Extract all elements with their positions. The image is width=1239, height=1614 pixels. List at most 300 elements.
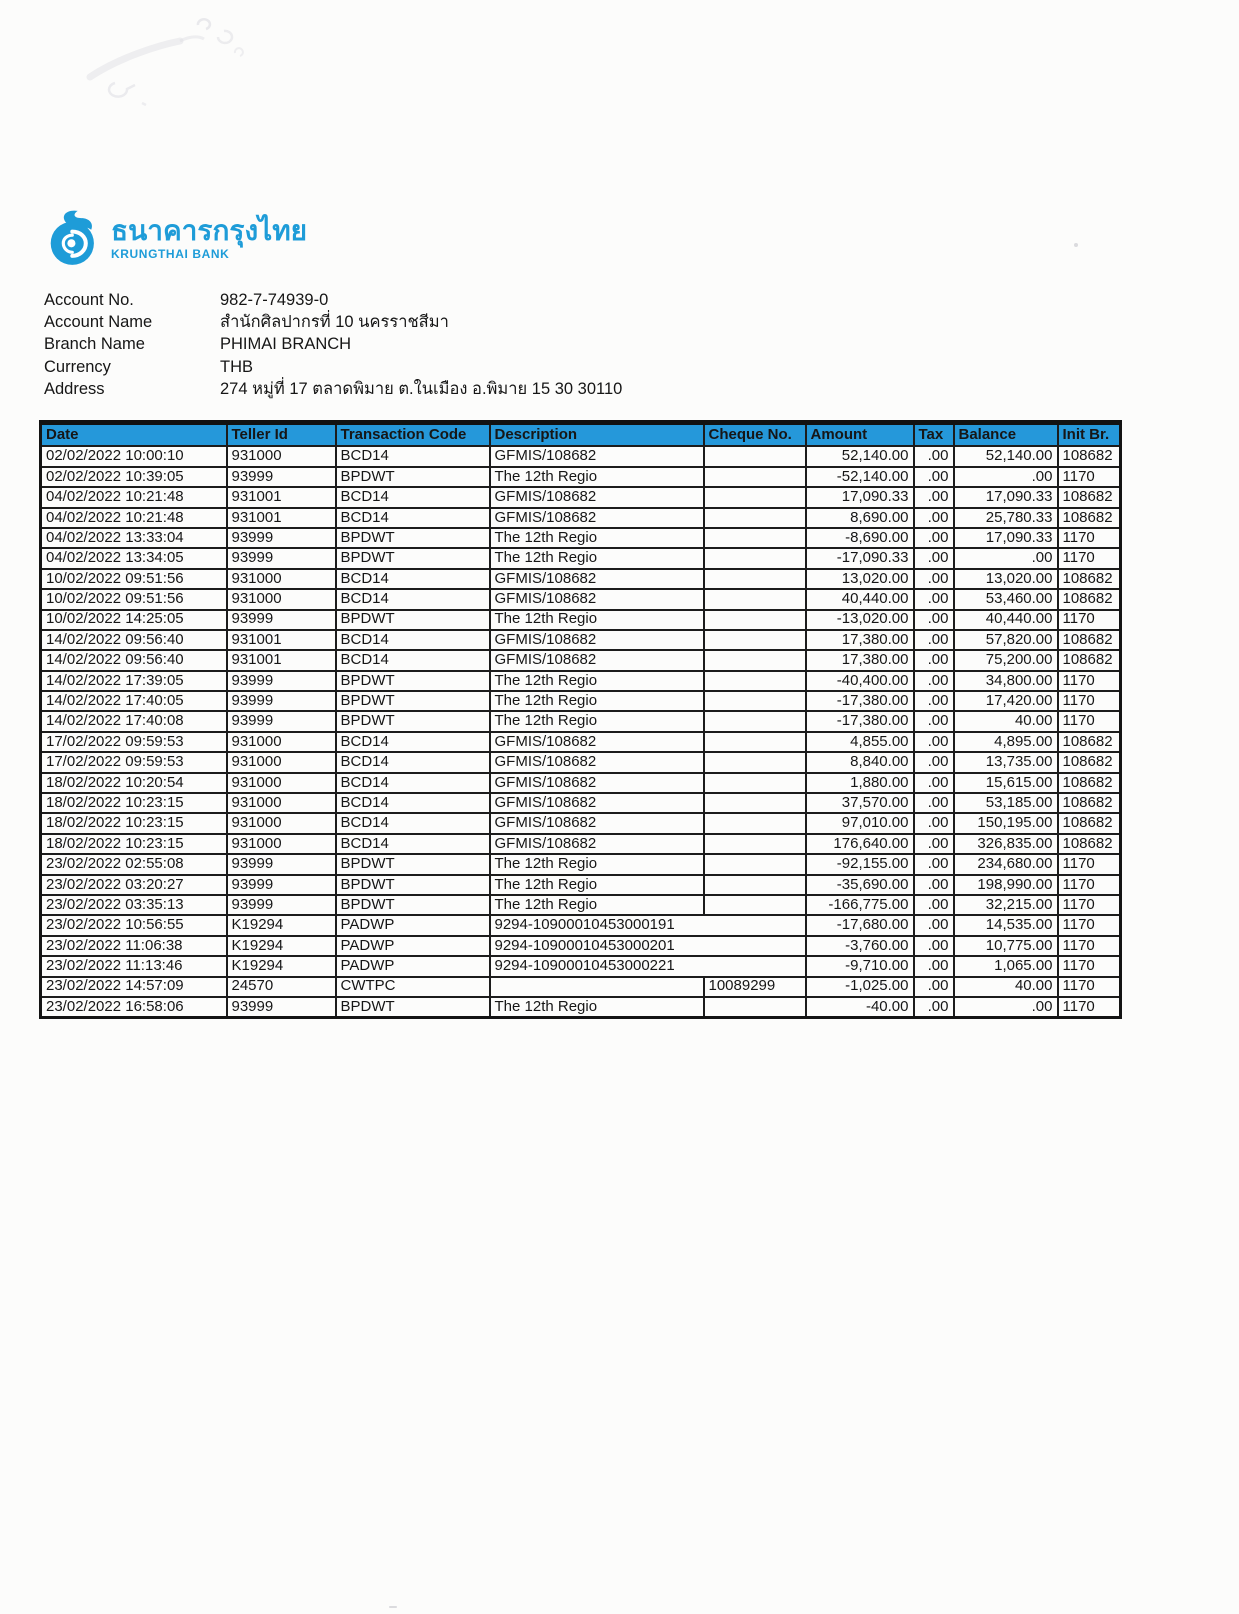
cell-code: BCD14	[336, 508, 490, 528]
cell-cheque	[704, 528, 806, 548]
account-name-label: Account Name	[44, 312, 153, 331]
cell-init: 108682	[1058, 834, 1121, 854]
cell-cheque	[704, 854, 806, 874]
table-row	[41, 956, 1121, 976]
cell-init: 1170	[1058, 711, 1121, 731]
cell-code: BPDWT	[336, 610, 490, 630]
cell-amount: -40,400.00	[806, 671, 914, 691]
cell-date: 18/02/2022 10:23:15	[41, 813, 227, 833]
cell-code: BPDWT	[336, 691, 490, 711]
cell-tax: .00	[914, 691, 954, 711]
cell-code: BCD14	[336, 487, 490, 507]
cell-date: 23/02/2022 10:56:55	[41, 915, 227, 935]
cell-teller: 931000	[227, 793, 336, 813]
cell-amount: -92,155.00	[806, 854, 914, 874]
cell-balance: 13,735.00	[954, 752, 1058, 772]
table-row	[41, 446, 1121, 466]
table-row	[41, 813, 1121, 833]
cell-tax: .00	[914, 752, 954, 772]
cell-balance: 4,895.00	[954, 732, 1058, 752]
account-info-row	[44, 311, 622, 333]
table-row	[41, 854, 1121, 874]
table-row	[41, 711, 1121, 731]
cell-amount: 4,855.00	[806, 732, 914, 752]
cell-desc: GFMIS/108682	[490, 650, 704, 670]
table-row	[41, 895, 1121, 915]
cell-date: 23/02/2022 02:55:08	[41, 854, 227, 874]
cell-desc: GFMIS/108682	[490, 569, 704, 589]
cell-amount: -9,710.00	[806, 956, 914, 976]
cell-tax: .00	[914, 548, 954, 568]
cell-desc: GFMIS/108682	[490, 508, 704, 528]
cell-desc: GFMIS/108682	[490, 630, 704, 650]
cell-desc: GFMIS/108682	[490, 487, 704, 507]
currency-label: Currency	[44, 357, 111, 376]
cell-tax: .00	[914, 793, 954, 813]
cell-desc: 9294-10900010453000221	[490, 956, 806, 976]
cell-desc: The 12th Regio	[490, 548, 704, 568]
cell-date: 04/02/2022 10:21:48	[41, 508, 227, 528]
address-label: Address	[44, 379, 105, 398]
cell-init: 1170	[1058, 548, 1121, 568]
cell-cheque	[704, 487, 806, 507]
cell-code: BCD14	[336, 834, 490, 854]
cell-init: 1170	[1058, 691, 1121, 711]
cell-init: 1170	[1058, 854, 1121, 874]
cell-desc: The 12th Regio	[490, 997, 704, 1018]
currency-value: THB	[220, 357, 253, 376]
cell-amount: -13,020.00	[806, 610, 914, 630]
cell-date: 04/02/2022 13:34:05	[41, 548, 227, 568]
cell-code: BCD14	[336, 569, 490, 589]
table-row	[41, 834, 1121, 854]
cell-tax: .00	[914, 487, 954, 507]
table-row	[41, 569, 1121, 589]
cell-amount: 1,880.00	[806, 773, 914, 793]
table-row	[41, 752, 1121, 772]
cell-desc: GFMIS/108682	[490, 446, 704, 466]
cell-init: 108682	[1058, 650, 1121, 670]
cell-balance: 40,440.00	[954, 610, 1058, 630]
cell-teller: K19294	[227, 956, 336, 976]
cell-balance: 57,820.00	[954, 630, 1058, 650]
cell-balance: 32,215.00	[954, 895, 1058, 915]
cell-desc: The 12th Regio	[490, 467, 704, 487]
cell-amount: -17,090.33	[806, 548, 914, 568]
cell-init: 1170	[1058, 997, 1121, 1018]
table-row	[41, 773, 1121, 793]
table-row	[41, 936, 1121, 956]
transactions-table	[39, 420, 1122, 1019]
cell-cheque	[704, 650, 806, 670]
cell-teller: 931000	[227, 589, 336, 609]
cell-desc: The 12th Regio	[490, 691, 704, 711]
cell-amount: 40,440.00	[806, 589, 914, 609]
cell-cheque	[704, 548, 806, 568]
cell-cheque	[704, 793, 806, 813]
cell-balance: 17,090.33	[954, 487, 1058, 507]
cell-tax: .00	[914, 956, 954, 976]
cell-amount: -40.00	[806, 997, 914, 1018]
cell-teller: 931001	[227, 650, 336, 670]
cell-balance: .00	[954, 467, 1058, 487]
cell-date: 23/02/2022 11:06:38	[41, 936, 227, 956]
cell-teller: K19294	[227, 915, 336, 935]
cell-balance: 1,065.00	[954, 956, 1058, 976]
cell-teller: 931000	[227, 732, 336, 752]
cell-date: 23/02/2022 11:13:46	[41, 956, 227, 976]
cell-date: 18/02/2022 10:23:15	[41, 834, 227, 854]
cell-init: 108682	[1058, 589, 1121, 609]
cell-date: 17/02/2022 09:59:53	[41, 732, 227, 752]
cell-init: 108682	[1058, 752, 1121, 772]
cell-teller: 93999	[227, 875, 336, 895]
cell-desc: The 12th Regio	[490, 875, 704, 895]
cell-balance: 15,615.00	[954, 773, 1058, 793]
table-row	[41, 875, 1121, 895]
cell-code: BCD14	[336, 446, 490, 466]
cell-tax: .00	[914, 854, 954, 874]
cell-tax: .00	[914, 671, 954, 691]
address-value: 274 หมู่ที่ 17 ตลาดพิมาย ต.ในเมือง อ.พิมาย 15 30 30110	[220, 380, 623, 399]
cell-desc: GFMIS/108682	[490, 773, 704, 793]
cell-code: BCD14	[336, 773, 490, 793]
cell-teller: 931000	[227, 834, 336, 854]
cell-tax: .00	[914, 711, 954, 731]
cell-init: 108682	[1058, 813, 1121, 833]
cell-tax: .00	[914, 569, 954, 589]
bank-logo	[48, 208, 307, 266]
cell-balance: 25,780.33	[954, 508, 1058, 528]
cell-amount: 13,020.00	[806, 569, 914, 589]
cell-desc: The 12th Regio	[490, 610, 704, 630]
cell-date: 10/02/2022 09:51:56	[41, 589, 227, 609]
cell-desc: GFMIS/108682	[490, 589, 704, 609]
cell-date: 04/02/2022 10:21:48	[41, 487, 227, 507]
branch-name-label: Branch Name	[44, 335, 145, 354]
cell-balance: 34,800.00	[954, 671, 1058, 691]
cell-desc: GFMIS/108682	[490, 834, 704, 854]
cell-cheque	[704, 711, 806, 731]
cell-code: BPDWT	[336, 711, 490, 731]
cell-code: BCD14	[336, 650, 490, 670]
cell-date: 10/02/2022 14:25:05	[41, 610, 227, 630]
cell-tax: .00	[914, 610, 954, 630]
cell-amount: 8,690.00	[806, 508, 914, 528]
cell-init: 1170	[1058, 956, 1121, 976]
cell-balance: 10,775.00	[954, 936, 1058, 956]
cell-code: BCD14	[336, 793, 490, 813]
cell-code: BPDWT	[336, 671, 490, 691]
table-row	[41, 528, 1121, 548]
table-row	[41, 650, 1121, 670]
cell-init: 108682	[1058, 630, 1121, 650]
cell-init: 1170	[1058, 610, 1121, 630]
cell-init: 108682	[1058, 569, 1121, 589]
cell-amount: 37,570.00	[806, 793, 914, 813]
cell-balance: 13,020.00	[954, 569, 1058, 589]
cell-teller: 931000	[227, 752, 336, 772]
cell-date: 23/02/2022 14:57:09	[41, 977, 227, 997]
cell-init: 1170	[1058, 875, 1121, 895]
cell-tax: .00	[914, 650, 954, 670]
cell-init: 1170	[1058, 467, 1121, 487]
cell-teller: K19294	[227, 936, 336, 956]
cell-tax: .00	[914, 977, 954, 997]
account-no-label: Account No.	[44, 290, 134, 309]
cell-code: BCD14	[336, 630, 490, 650]
cell-date: 17/02/2022 09:59:53	[41, 752, 227, 772]
cell-amount: 8,840.00	[806, 752, 914, 772]
cell-cheque	[704, 773, 806, 793]
cell-teller: 931001	[227, 487, 336, 507]
cell-date: 02/02/2022 10:39:05	[41, 467, 227, 487]
cell-cheque	[704, 752, 806, 772]
table-row	[41, 997, 1121, 1018]
cell-desc: 9294-10900010453000201	[490, 936, 806, 956]
krungthai-bird-icon	[48, 208, 102, 266]
table-row	[41, 487, 1121, 507]
cell-cheque	[704, 630, 806, 650]
cell-code: BCD14	[336, 589, 490, 609]
cell-init: 1170	[1058, 977, 1121, 997]
cell-amount: 176,640.00	[806, 834, 914, 854]
cell-amount: -35,690.00	[806, 875, 914, 895]
cell-code: BCD14	[336, 732, 490, 752]
account-info-row	[44, 334, 622, 356]
cell-code: BPDWT	[336, 528, 490, 548]
cell-date: 14/02/2022 17:39:05	[41, 671, 227, 691]
cell-date: 10/02/2022 09:51:56	[41, 569, 227, 589]
cell-teller: 93999	[227, 711, 336, 731]
bank-name-thai: ธนาคารกรุงไทย	[111, 215, 308, 246]
cell-amount: -166,775.00	[806, 895, 914, 915]
cell-tax: .00	[914, 915, 954, 935]
cell-tax: .00	[914, 834, 954, 854]
column-header-date: Date	[41, 423, 227, 447]
table-row	[41, 610, 1121, 630]
account-no-value: 982-7-74939-0	[220, 290, 329, 309]
cell-desc: The 12th Regio	[490, 711, 704, 731]
cell-amount: -3,760.00	[806, 936, 914, 956]
cell-cheque	[704, 569, 806, 589]
account-info	[44, 289, 622, 400]
cell-tax: .00	[914, 813, 954, 833]
column-header-init: Init Br.	[1058, 423, 1121, 447]
cell-cheque	[704, 610, 806, 630]
cell-date: 18/02/2022 10:20:54	[41, 773, 227, 793]
cell-init: 1170	[1058, 936, 1121, 956]
cell-cheque: 10089299	[704, 977, 806, 997]
table-row	[41, 915, 1121, 935]
cell-amount: 17,380.00	[806, 650, 914, 670]
cell-amount: -17,680.00	[806, 915, 914, 935]
cell-cheque	[704, 813, 806, 833]
scan-speck	[1074, 243, 1078, 247]
cell-balance: 150,195.00	[954, 813, 1058, 833]
cell-code: BPDWT	[336, 895, 490, 915]
cell-teller: 93999	[227, 671, 336, 691]
cell-desc: The 12th Regio	[490, 671, 704, 691]
cell-balance: 198,990.00	[954, 875, 1058, 895]
cell-tax: .00	[914, 630, 954, 650]
cell-teller: 93999	[227, 467, 336, 487]
cell-balance: 53,185.00	[954, 793, 1058, 813]
table-row	[41, 630, 1121, 650]
cell-teller: 931000	[227, 569, 336, 589]
cell-date: 14/02/2022 17:40:05	[41, 691, 227, 711]
cell-date: 14/02/2022 09:56:40	[41, 630, 227, 650]
cell-cheque	[704, 671, 806, 691]
account-info-row	[44, 289, 622, 311]
cell-balance: .00	[954, 548, 1058, 568]
cell-code: BPDWT	[336, 854, 490, 874]
cell-balance: .00	[954, 997, 1058, 1018]
cell-amount: -52,140.00	[806, 467, 914, 487]
table-row	[41, 977, 1121, 997]
cell-desc: 9294-10900010453000191	[490, 915, 806, 935]
cell-tax: .00	[914, 732, 954, 752]
account-info-row	[44, 378, 622, 400]
cell-teller: 93999	[227, 610, 336, 630]
scan-speck	[389, 1606, 397, 1608]
cell-tax: .00	[914, 589, 954, 609]
cell-cheque	[704, 446, 806, 466]
cell-balance: 17,420.00	[954, 691, 1058, 711]
cell-teller: 931000	[227, 813, 336, 833]
cell-desc: GFMIS/108682	[490, 793, 704, 813]
cell-code: CWTPC	[336, 977, 490, 997]
cell-date: 14/02/2022 09:56:40	[41, 650, 227, 670]
cell-desc: The 12th Regio	[490, 854, 704, 874]
cell-cheque	[704, 589, 806, 609]
cell-desc: GFMIS/108682	[490, 752, 704, 772]
cell-desc: GFMIS/108682	[490, 732, 704, 752]
cell-teller: 93999	[227, 528, 336, 548]
column-header-desc: Description	[490, 423, 704, 447]
cell-init: 108682	[1058, 773, 1121, 793]
cell-tax: .00	[914, 528, 954, 548]
cell-code: BCD14	[336, 813, 490, 833]
cell-cheque	[704, 732, 806, 752]
cell-desc: The 12th Regio	[490, 528, 704, 548]
cell-date: 14/02/2022 17:40:08	[41, 711, 227, 731]
cell-init: 108682	[1058, 732, 1121, 752]
cell-tax: .00	[914, 997, 954, 1018]
table-row	[41, 508, 1121, 528]
account-info-row	[44, 356, 622, 378]
cell-cheque	[704, 467, 806, 487]
column-header-tax: Tax	[914, 423, 954, 447]
cell-code: PADWP	[336, 915, 490, 935]
cell-code: BPDWT	[336, 997, 490, 1018]
cell-date: 23/02/2022 03:35:13	[41, 895, 227, 915]
cell-code: BPDWT	[336, 548, 490, 568]
cell-teller: 93999	[227, 895, 336, 915]
cell-teller: 93999	[227, 854, 336, 874]
cell-tax: .00	[914, 467, 954, 487]
cell-tax: .00	[914, 508, 954, 528]
cell-teller: 931000	[227, 446, 336, 466]
bank-name-english: KRUNGTHAI BANK	[111, 247, 230, 262]
cell-amount: 52,140.00	[806, 446, 914, 466]
cell-date: 18/02/2022 10:23:15	[41, 793, 227, 813]
cell-amount: -17,380.00	[806, 711, 914, 731]
column-header-balance: Balance	[954, 423, 1058, 447]
cell-amount: 17,090.33	[806, 487, 914, 507]
cell-balance: 75,200.00	[954, 650, 1058, 670]
column-header-code: Transaction Code	[336, 423, 490, 447]
cell-cheque	[704, 997, 806, 1018]
cell-date: 23/02/2022 16:58:06	[41, 997, 227, 1018]
cell-cheque	[704, 895, 806, 915]
transactions-body	[41, 446, 1121, 1017]
cell-amount: -17,380.00	[806, 691, 914, 711]
cell-code: PADWP	[336, 936, 490, 956]
cell-teller: 24570	[227, 977, 336, 997]
cell-balance: 234,680.00	[954, 854, 1058, 874]
cell-balance: 53,460.00	[954, 589, 1058, 609]
cell-init: 108682	[1058, 446, 1121, 466]
cell-balance: 14,535.00	[954, 915, 1058, 935]
cell-cheque	[704, 834, 806, 854]
cell-code: BCD14	[336, 752, 490, 772]
cell-init: 1170	[1058, 915, 1121, 935]
cell-amount: 97,010.00	[806, 813, 914, 833]
cell-code: BPDWT	[336, 467, 490, 487]
cell-balance: 40.00	[954, 711, 1058, 731]
cell-teller: 931000	[227, 773, 336, 793]
cell-balance: 52,140.00	[954, 446, 1058, 466]
cell-cheque	[704, 508, 806, 528]
branch-name-value: PHIMAI BRANCH	[220, 335, 352, 354]
cell-balance: 326,835.00	[954, 834, 1058, 854]
cell-code: PADWP	[336, 956, 490, 976]
cell-init: 1170	[1058, 528, 1121, 548]
table-row	[41, 691, 1121, 711]
cell-balance: 40.00	[954, 977, 1058, 997]
table-row	[41, 793, 1121, 813]
table-row	[41, 732, 1121, 752]
column-header-amount: Amount	[806, 423, 914, 447]
cell-tax: .00	[914, 875, 954, 895]
table-header-row	[41, 423, 1121, 447]
account-name-value: สำนักศิลปากรที่ 10 นครราชสีมา	[220, 313, 449, 332]
cell-balance: 17,090.33	[954, 528, 1058, 548]
cell-init: 108682	[1058, 487, 1121, 507]
cell-teller: 93999	[227, 691, 336, 711]
cell-amount: -1,025.00	[806, 977, 914, 997]
cell-teller: 93999	[227, 548, 336, 568]
cell-tax: .00	[914, 895, 954, 915]
cell-tax: .00	[914, 446, 954, 466]
cell-cheque	[704, 691, 806, 711]
cell-init: 1170	[1058, 895, 1121, 915]
cell-teller: 93999	[227, 997, 336, 1018]
cell-init: 108682	[1058, 793, 1121, 813]
cell-code: BPDWT	[336, 875, 490, 895]
cell-date: 23/02/2022 03:20:27	[41, 875, 227, 895]
table-row	[41, 467, 1121, 487]
cell-amount: 17,380.00	[806, 630, 914, 650]
cell-init: 108682	[1058, 508, 1121, 528]
table-row	[41, 589, 1121, 609]
cell-amount: -8,690.00	[806, 528, 914, 548]
cell-desc: The 12th Regio	[490, 895, 704, 915]
cell-teller: 931001	[227, 630, 336, 650]
cell-date: 02/02/2022 10:00:10	[41, 446, 227, 466]
cell-init: 1170	[1058, 671, 1121, 691]
